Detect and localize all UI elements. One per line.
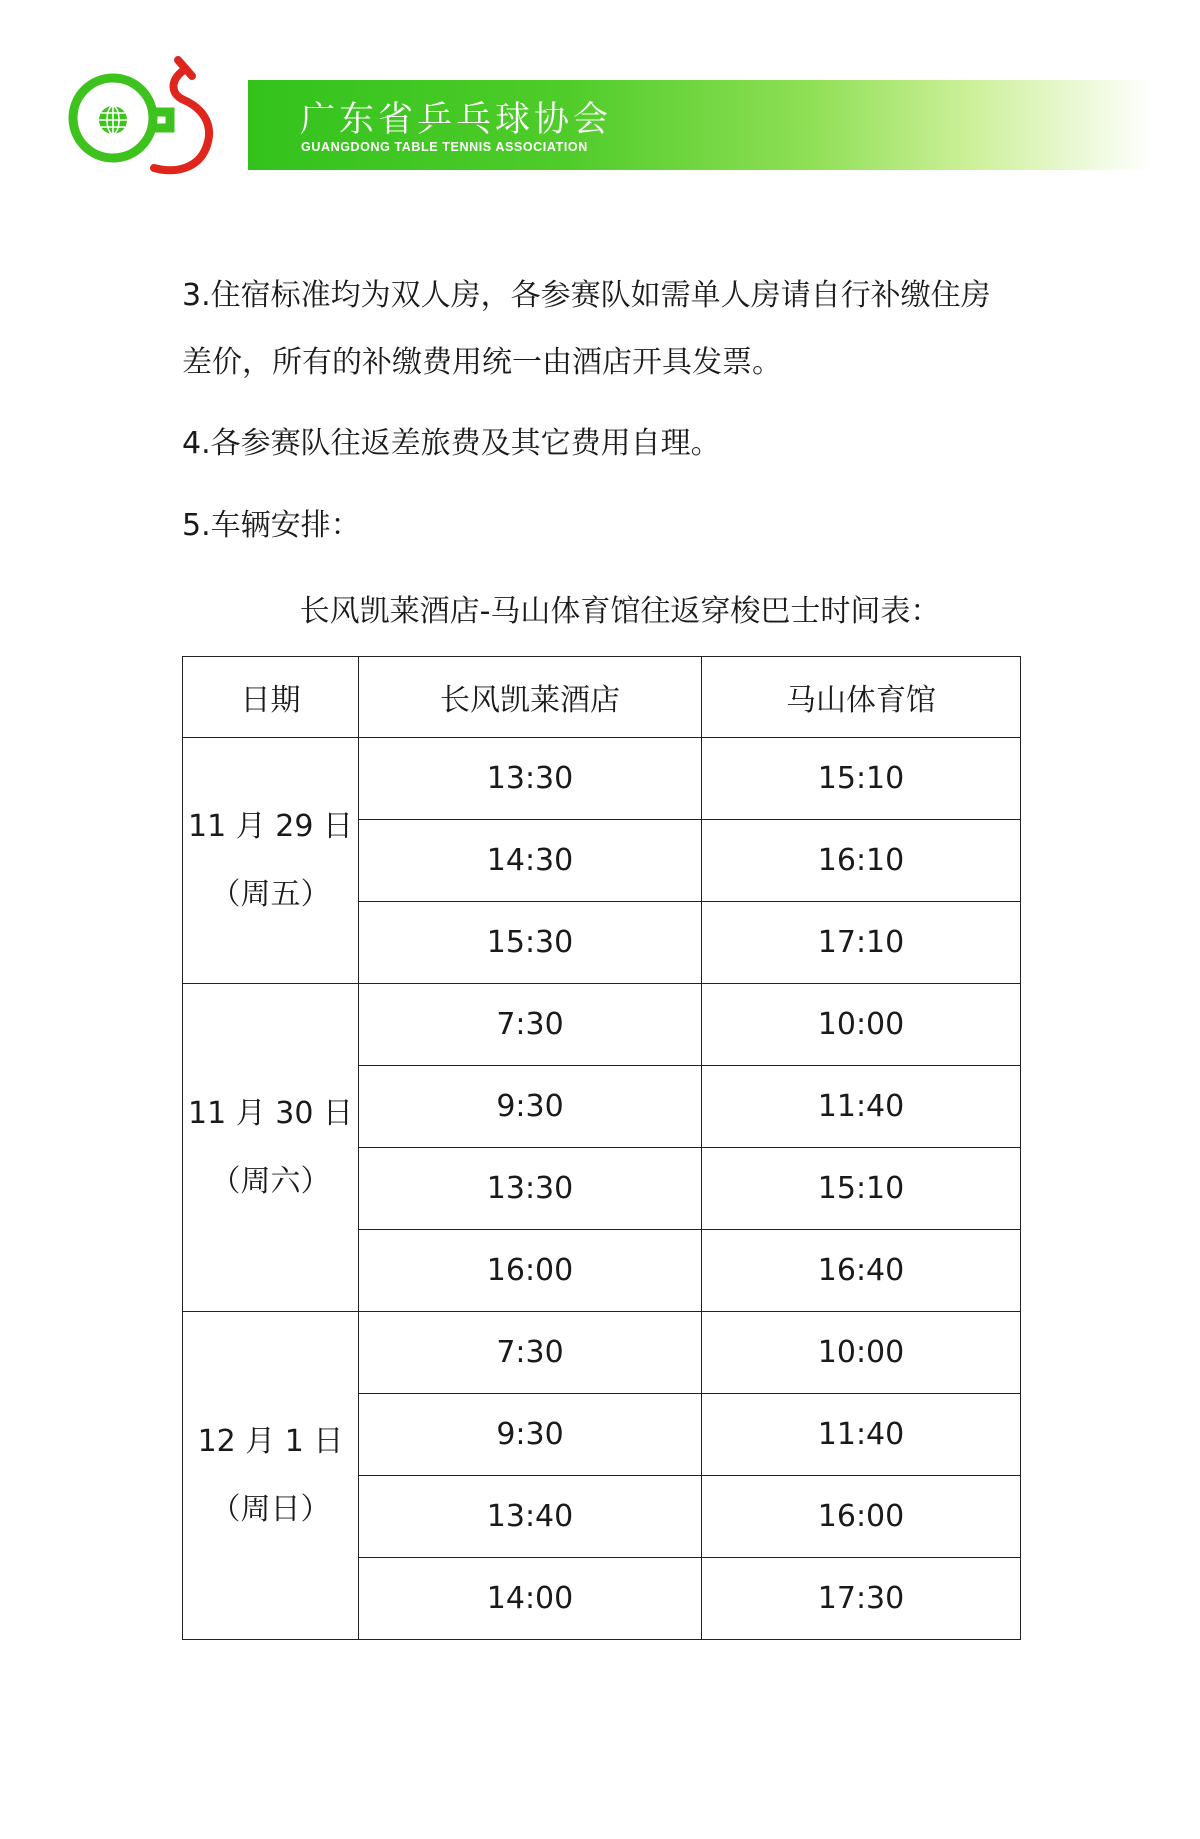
header-banner xyxy=(248,80,1153,170)
hotel-departure-time: 15:30 xyxy=(359,902,702,984)
item-4: 4.各参赛队往返差旅费及其它费用自理。 xyxy=(182,426,721,461)
hotel-departure-time: 13:40 xyxy=(359,1476,702,1558)
hotel-departure-time: 7:30 xyxy=(359,1312,702,1394)
date-cell xyxy=(183,738,359,984)
date-cell xyxy=(183,984,359,1312)
hotel-departure-time: 14:30 xyxy=(359,820,702,902)
hotel-departure-time: 7:30 xyxy=(359,984,702,1066)
org-name-en: GUANGDONG TABLE TENNIS ASSOCIATION xyxy=(301,140,588,154)
header-hotel: 长风凯莱酒店 xyxy=(359,657,702,738)
gym-departure-time: 16:10 xyxy=(702,820,1021,902)
association-logo-icon xyxy=(66,56,256,186)
hotel-departure-time: 13:30 xyxy=(359,738,702,820)
gym-departure-time: 17:30 xyxy=(702,1558,1021,1640)
date-label: 11 月 29 日 xyxy=(188,808,353,844)
weekday-label: （周日） xyxy=(210,1491,331,1527)
date-cell xyxy=(183,1312,359,1640)
table-header-row xyxy=(183,657,1021,738)
date-label: 12 月 1 日 xyxy=(197,1423,344,1459)
page-header xyxy=(0,0,1200,200)
hotel-departure-time: 13:30 xyxy=(359,1148,702,1230)
item-3-line-2: 差价，所有的补缴费用统一由酒店开具发票。 xyxy=(182,345,782,380)
weekday-label: （周六） xyxy=(210,1163,331,1199)
gym-departure-time: 10:00 xyxy=(702,984,1021,1066)
hotel-departure-time: 9:30 xyxy=(359,1394,702,1476)
org-name-cn: 广东省乒乓球协会 xyxy=(300,100,613,140)
table-row xyxy=(183,1312,1021,1394)
header-date: 日期 xyxy=(183,657,359,738)
table-row xyxy=(183,984,1021,1066)
item-3-line-1: 3.住宿标准均为双人房，各参赛队如需单人房请自行补缴住房 xyxy=(182,278,991,313)
item-5: 5.车辆安排： xyxy=(182,508,361,543)
gym-departure-time: 11:40 xyxy=(702,1394,1021,1476)
gym-departure-time: 15:10 xyxy=(702,738,1021,820)
table-row xyxy=(183,738,1021,820)
gym-departure-time: 17:10 xyxy=(702,902,1021,984)
shuttle-schedule-table xyxy=(182,656,1021,1640)
date-label: 11 月 30 日 xyxy=(188,1095,353,1131)
gym-departure-time: 10:00 xyxy=(702,1312,1021,1394)
gym-departure-time: 15:10 xyxy=(702,1148,1021,1230)
weekday-label: （周五） xyxy=(210,876,331,912)
gym-departure-time: 16:40 xyxy=(702,1230,1021,1312)
table-caption: 长风凯莱酒店-马山体育馆往返穿梭巴士时间表： xyxy=(299,594,941,629)
gym-departure-time: 16:00 xyxy=(702,1476,1021,1558)
hotel-departure-time: 14:00 xyxy=(359,1558,702,1640)
header-gym: 马山体育馆 xyxy=(702,657,1021,738)
hotel-departure-time: 9:30 xyxy=(359,1066,702,1148)
hotel-departure-time: 16:00 xyxy=(359,1230,702,1312)
gym-departure-time: 11:40 xyxy=(702,1066,1021,1148)
